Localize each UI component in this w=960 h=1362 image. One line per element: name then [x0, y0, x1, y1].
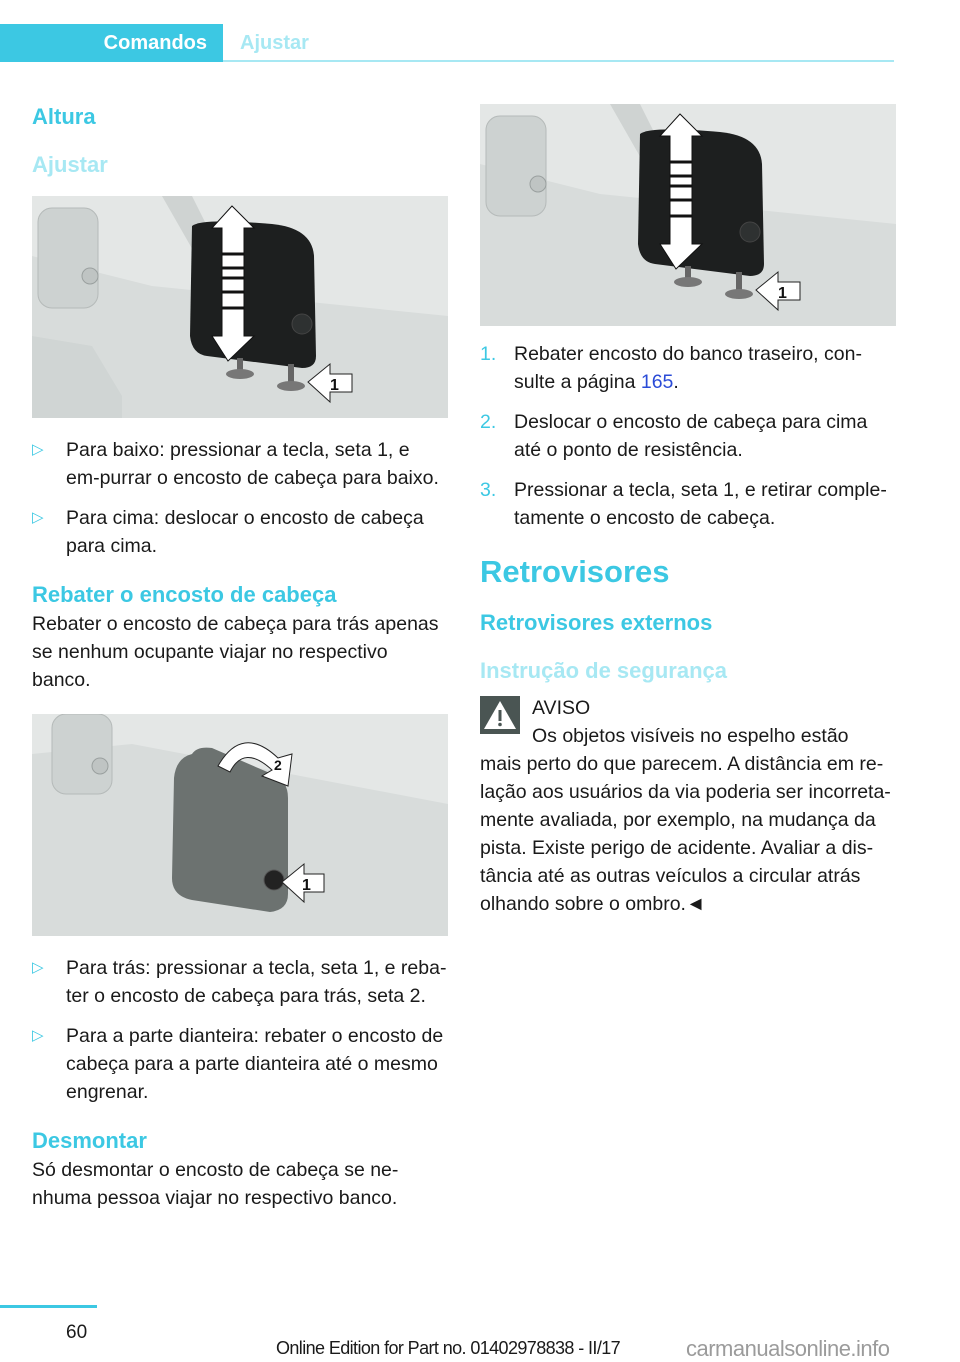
figure-headrest-height: [32, 196, 448, 418]
heading-altura: Altura: [32, 104, 96, 129]
headrest-removal-illustration: [480, 104, 896, 326]
removal-steps-list: [480, 340, 896, 532]
step-number: 3.: [480, 479, 497, 501]
header-divider: [223, 60, 894, 62]
heading-instrucao-seguranca: Instrução de segurança: [480, 658, 727, 683]
headrest-height-illustration: [32, 196, 448, 418]
heading-ajustar: Ajustar: [32, 152, 108, 177]
triangle-bullet-icon: ▷: [32, 1027, 44, 1044]
list-item: ▷ Para trás: pressionar a tecla, seta 1, e reba-ter o encosto de cabeça para trás, seta 2.: [32, 954, 448, 1010]
tab-comandos[interactable]: [0, 24, 223, 62]
heading-retrovisores-externos: Retrovisores externos: [480, 610, 713, 635]
svg-text:1: 1: [302, 877, 311, 894]
tab-comandos-label: Comandos: [103, 32, 207, 54]
warning-text-line1: Os objetos visíveis no espelho estão: [532, 725, 849, 747]
svg-text:1: 1: [778, 285, 787, 302]
svg-text:1: 1: [330, 377, 339, 394]
heading-rebater: Rebater o encosto de cabeça: [32, 582, 337, 607]
list-item: ▷ Para cima: deslocar o encosto de cabeça para cima.: [32, 504, 448, 560]
warning-triangle-icon: [480, 696, 520, 734]
warning-label: AVISO: [532, 697, 591, 719]
right-column: [480, 104, 896, 918]
step-number: 1.: [480, 343, 497, 365]
heading-retrovisores: Retrovisores: [480, 554, 670, 589]
watermark: carmanualsonline.info: [686, 1336, 890, 1361]
headrest-fold-illustration: [32, 714, 448, 936]
fold-bullet-list: [32, 954, 448, 1106]
edition-text: Online Edition for Part no. 01402978838 - II/17: [276, 1338, 621, 1358]
list-item: 1. Rebater encosto do banco traseiro, con-sulte a página 165.: [480, 340, 896, 396]
page-link[interactable]: 165: [640, 371, 674, 393]
left-column: [32, 100, 448, 1212]
figure-headrest-removal: [480, 104, 896, 326]
heading-desmontar: Desmontar: [32, 1128, 147, 1153]
list-item: ▷ Para a parte dianteira: rebater o encosto de cabeça para a parte dianteira até o mesmo engrenar.: [32, 1022, 448, 1106]
triangle-bullet-icon: ▷: [32, 959, 44, 976]
desmontar-paragraph: Só desmontar o encosto de cabeça se ne-nhuma pessoa viajar no respectivo banco.: [32, 1159, 399, 1209]
rebater-paragraph: Rebater o encosto de cabeça para trás apenas se nenhum ocupante viajar no respectivo banco.: [32, 613, 439, 691]
chapter-header: [0, 24, 960, 62]
list-item: ▷ Para baixo: pressionar a tecla, seta 1, e em-purrar o encosto de cabeça para baixo.: [32, 436, 448, 492]
figure-headrest-fold: [32, 714, 448, 936]
adjust-bullet-list: [32, 436, 448, 560]
triangle-bullet-icon: ▷: [32, 441, 44, 458]
footer-accent-line: [0, 1305, 97, 1308]
step-number: 2.: [480, 411, 497, 433]
triangle-bullet-icon: ▷: [32, 509, 44, 526]
list-item: 2. Deslocar o encosto de cabeça para cima até o ponto de resistência.: [480, 408, 896, 464]
warning-block: [480, 694, 896, 918]
tab-ajustar[interactable]: Ajustar: [240, 32, 309, 54]
svg-text:2: 2: [274, 757, 282, 773]
list-item: 3. Pressionar a tecla, seta 1, e retirar comple-tamente o encosto de cabeça.: [480, 476, 896, 532]
page-number: 60: [66, 1322, 88, 1343]
warning-text: mais perto do que parecem. A distância em re-lação aos usuários da via poderia ser incorreta-mente avaliada, por exemplo, na mudança da pista. Existe perigo de acidente. Avaliar a dis-tância até as outras veículos a circular atrás olhando sobre o ombro.◄: [480, 753, 891, 915]
